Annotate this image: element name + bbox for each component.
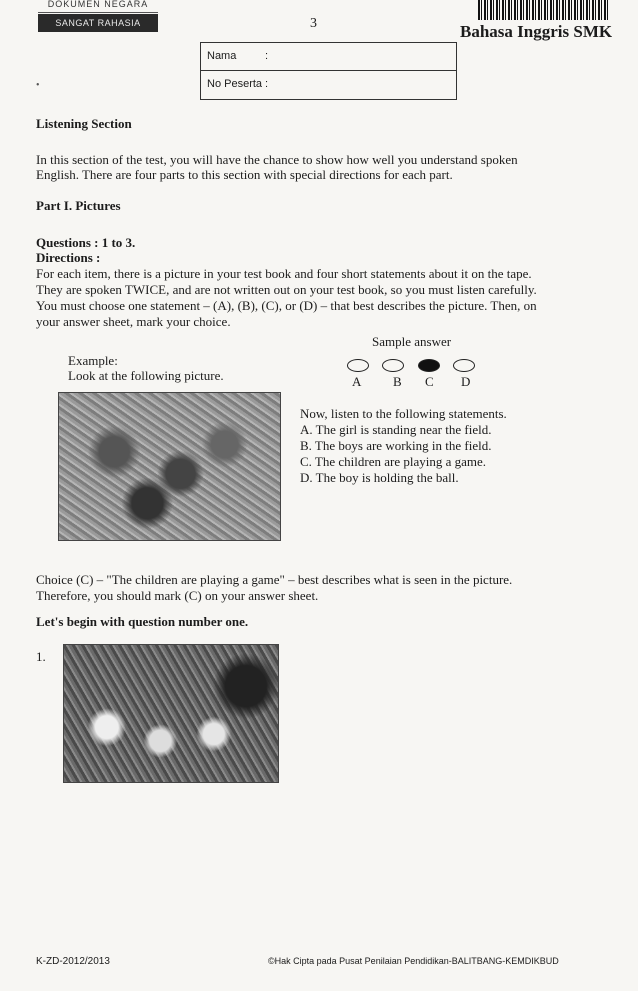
page-number: 3	[310, 16, 317, 31]
sample-letter-d: D	[461, 374, 471, 389]
copyright-notice: ©Hak Cipta pada Pusat Penilaian Pendidikan-BALITBANG-KEMDIKBUD	[268, 956, 559, 966]
name-colon: :	[265, 50, 269, 62]
intro-line-2: English. There are four parts to this section with special directions for each part.	[36, 167, 453, 182]
sample-letter-b: B	[393, 374, 402, 389]
exam-code: K-ZD-2012/2013	[36, 956, 110, 967]
sample-oval-d	[453, 359, 475, 372]
statement-b: B. The boys are working in the field.	[300, 438, 492, 453]
subject-title: Bahasa Inggris SMK	[460, 22, 613, 41]
sample-oval-a	[347, 359, 369, 372]
document-classification-label: DOKUMEN NEGARA	[38, 0, 158, 13]
sample-oval-c-filled	[418, 359, 440, 372]
directions-line-4: your answer sheet, mark your choice.	[36, 314, 231, 329]
directions-line-1: For each item, there is a picture in your test book and four short statements about it on the tape.	[36, 266, 532, 281]
example-instruction: Look at the following picture.	[68, 368, 224, 383]
sample-oval-b	[382, 359, 404, 372]
choice-explanation-line-2: Therefore, you should mark (C) on your answer sheet.	[36, 588, 319, 603]
identity-box	[200, 42, 457, 100]
begin-instruction: Let's begin with question number one.	[36, 614, 249, 629]
participant-number-colon: :	[265, 78, 269, 90]
sample-letter-a: A	[352, 374, 362, 389]
secret-classification-badge: SANGAT RAHASIA	[38, 14, 158, 32]
barcode	[478, 0, 610, 20]
statement-a: A. The girl is standing near the field.	[300, 422, 492, 437]
statement-c: C. The children are playing a game.	[300, 454, 487, 469]
name-row	[201, 43, 456, 71]
participant-number-label: No Peserta	[207, 78, 263, 90]
part-title: Part I. Pictures	[36, 198, 121, 213]
example-picture	[58, 392, 281, 541]
question-1-number: 1.	[36, 649, 46, 664]
directions-label: Directions :	[36, 250, 101, 265]
statement-d: D. The boy is holding the ball.	[300, 470, 459, 485]
margin-mark: •	[36, 80, 40, 91]
section-title: Listening Section	[36, 116, 132, 131]
name-label: Nama	[207, 50, 237, 62]
example-label: Example:	[68, 353, 118, 368]
questions-range: Questions : 1 to 3.	[36, 235, 136, 250]
participant-number-row	[201, 71, 456, 98]
question-1-picture	[63, 644, 279, 783]
listen-instruction: Now, listen to the following statements.	[300, 406, 507, 421]
intro-line-1: In this section of the test, you will have the chance to show how well you understand spoken	[36, 152, 518, 167]
directions-line-3: You must choose one statement – (A), (B), (C), or (D) – that best describes the picture. Then, on	[36, 298, 537, 313]
sample-answer-label: Sample answer	[372, 334, 452, 349]
directions-line-2: They are spoken TWICE, and are not written out on your test book, so you must listen carefully.	[36, 282, 537, 297]
sample-letter-c: C	[425, 374, 434, 389]
choice-explanation-line-1: Choice (C) – "The children are playing a game" – best describes what is seen in the picture.	[36, 572, 513, 587]
